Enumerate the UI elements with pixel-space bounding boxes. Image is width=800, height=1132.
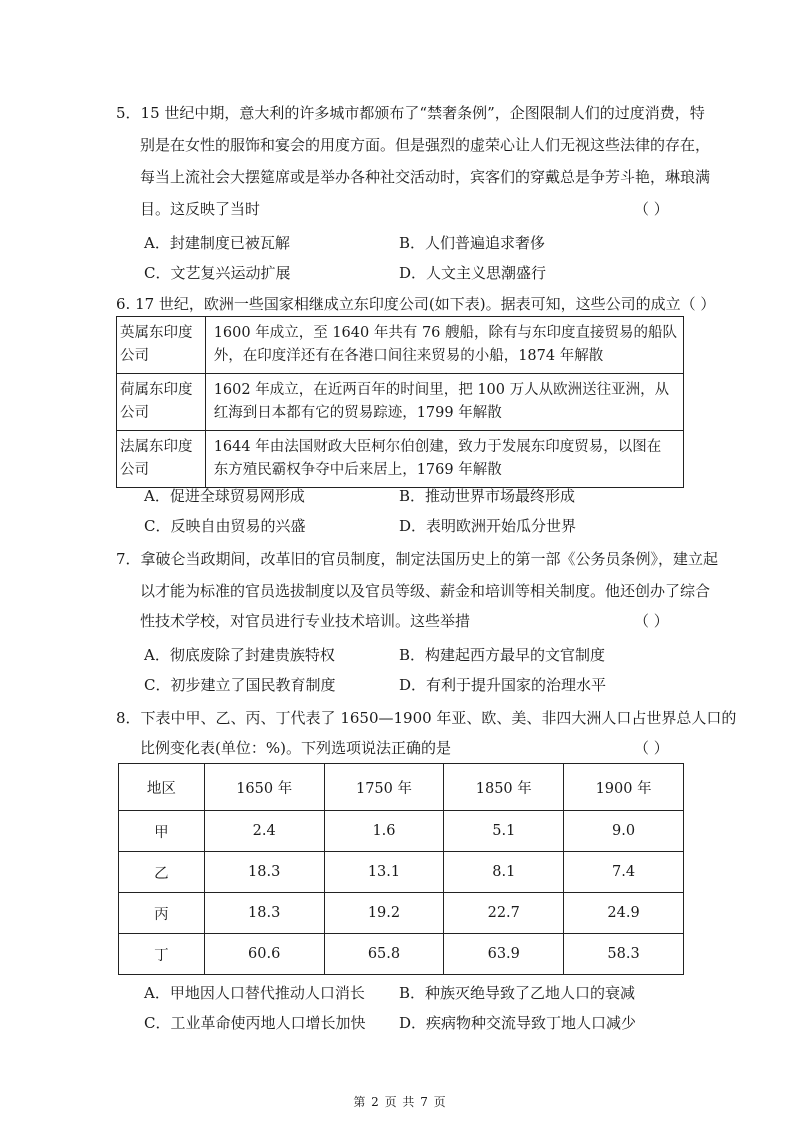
q7-line-3: 性技术学校，对官员进行专业技术培训。这些举措 (140, 612, 471, 630)
q6-company-name: 荷属东印度公司 (117, 374, 206, 431)
table-header-cell: 1750 年 (324, 764, 444, 811)
q7-option-a[interactable]: A．彻底废除了封建贵族特权 (144, 646, 335, 664)
q5-option-a[interactable]: A．封建制度已被瓦解 (144, 234, 290, 252)
q6-option-b[interactable]: B．推动世界市场最终形成 (399, 487, 576, 505)
q6-option-c[interactable]: C．反映自由贸易的兴盛 (144, 517, 306, 535)
q8-answer-paren[interactable]: （ ） (634, 739, 669, 757)
table-cell: 2.4 (204, 811, 324, 852)
table-row (119, 934, 684, 975)
q8-option-a[interactable]: A．甲地因人口替代推动人口消长 (144, 984, 365, 1002)
table-header-cell: 1850 年 (444, 764, 564, 811)
q5-line-2: 别是在女性的服饰和宴会的用度方面。但是强烈的虚荣心让人们无视这些法律的存在， (140, 136, 711, 154)
q6-option-d[interactable]: D．表明欧洲开始瓜分世界 (399, 517, 577, 535)
q8-option-b[interactable]: B．种族灭绝导致了乙地人口的衰减 (399, 984, 636, 1002)
q7-line-2: 以才能为标准的官员选拔制度以及官员等级、薪金和培训等相关制度。他还创办了综合 (140, 582, 711, 600)
q6-company-table (116, 316, 684, 488)
table-cell: 60.6 (204, 934, 324, 975)
q7-option-b[interactable]: B．构建起西方最早的文官制度 (399, 646, 606, 664)
q8-population-table (118, 763, 684, 975)
q5-option-d[interactable]: D．人文主义思潮盛行 (399, 264, 547, 282)
table-row (117, 431, 684, 488)
q6-desc-line: 东方殖民霸权争夺中后来居上，1769 年解散 (213, 462, 502, 478)
table-cell: 63.9 (444, 934, 564, 975)
table-row (119, 893, 684, 934)
table-cell: 18.3 (204, 893, 324, 934)
table-cell: 65.8 (324, 934, 444, 975)
table-cell: 5.1 (444, 811, 564, 852)
q5-line-4: 目。这反映了当时 (140, 200, 261, 218)
q7-option-d[interactable]: D．有利于提升国家的治理水平 (399, 676, 607, 694)
q7-answer-paren[interactable]: （ ） (634, 612, 669, 630)
q8-line-1: 8．下表中甲、乙、丙、丁代表了 1650—1900 年亚、欧、美、非四大洲人口占世界总人口的 (116, 709, 737, 727)
table-cell: 24.9 (564, 893, 684, 934)
q8-option-c[interactable]: C．工业革命使丙地人口增长加快 (144, 1014, 366, 1032)
table-cell: 甲 (119, 811, 205, 852)
table-header-row (119, 764, 684, 811)
table-header-cell: 地区 (119, 764, 205, 811)
q6-desc-line: 外，在印度洋还有在各港口间往来贸易的小船，1874 年解散 (213, 348, 604, 364)
table-cell: 13.1 (324, 852, 444, 893)
table-cell: 丁 (119, 934, 205, 975)
q6-desc-line: 1644 年由法国财政大臣柯尔伯创建，致力于发展东印度贸易，以图在 (213, 439, 662, 455)
q6-option-a[interactable]: A．促进全球贸易网形成 (144, 487, 305, 505)
q8-option-d[interactable]: D．疾病物种交流导致丁地人口减少 (399, 1014, 637, 1032)
q6-company-desc (205, 317, 683, 374)
q6-company-name: 法属东印度公司 (117, 431, 206, 488)
table-cell: 19.2 (324, 893, 444, 934)
q6-desc-line: 红海到日本都有它的贸易踪迹，1799 年解散 (213, 405, 502, 421)
page-footer: 第 2 页 共 7 页 (353, 1095, 447, 1109)
table-cell: 乙 (119, 852, 205, 893)
table-header-cell: 1900 年 (564, 764, 684, 811)
q7-line-1: 7．拿破仑当政期间，改革旧的官员制度，制定法国历史上的第一部《公务员条例》，建立起 (116, 550, 719, 568)
table-cell: 22.7 (444, 893, 564, 934)
table-cell: 18.3 (204, 852, 324, 893)
table-cell: 8.1 (444, 852, 564, 893)
table-cell: 7.4 (564, 852, 684, 893)
table-header-cell: 1650 年 (204, 764, 324, 811)
q6-desc-line: 1600 年成立，至 1640 年共有 76 艘船，除有与东印度直接贸易的船队 (213, 325, 677, 341)
table-cell: 58.3 (564, 934, 684, 975)
q6-company-desc (205, 374, 683, 431)
table-cell: 丙 (119, 893, 205, 934)
q5-option-c[interactable]: C．文艺复兴运动扩展 (144, 264, 291, 282)
q5-line-3: 每当上流社会大摆筵席或是举办各种社交活动时，宾客们的穿戴总是争芳斗艳，琳琅满 (140, 168, 711, 186)
q8-line-2: 比例变化表(单位：%)。下列选项说法正确的是 (140, 739, 451, 757)
q6-stem: 6. 17 世纪，欧洲一些国家相继成立东印度公司(如下表)。据表可知，这些公司的成立（ ） (116, 295, 716, 313)
q7-option-c[interactable]: C．初步建立了国民教育制度 (144, 676, 336, 694)
q6-company-name: 英属东印度公司 (117, 317, 206, 374)
table-cell: 1.6 (324, 811, 444, 852)
table-row (119, 852, 684, 893)
table-cell: 9.0 (564, 811, 684, 852)
table-row (117, 317, 684, 374)
q6-desc-line: 1602 年成立，在近两百年的时间里，把 100 万人从欧洲送往亚洲，从 (213, 382, 670, 398)
table-row (119, 811, 684, 852)
q5-line-1: 5．15 世纪中期，意大利的许多城市都颁布了“禁奢条例”，企图限制人们的过度消费，特 (116, 104, 705, 122)
q6-company-desc (205, 431, 683, 488)
q5-answer-paren[interactable]: （ ） (634, 200, 669, 218)
table-row (117, 374, 684, 431)
q5-option-b[interactable]: B．人们普遍追求奢侈 (399, 234, 546, 252)
